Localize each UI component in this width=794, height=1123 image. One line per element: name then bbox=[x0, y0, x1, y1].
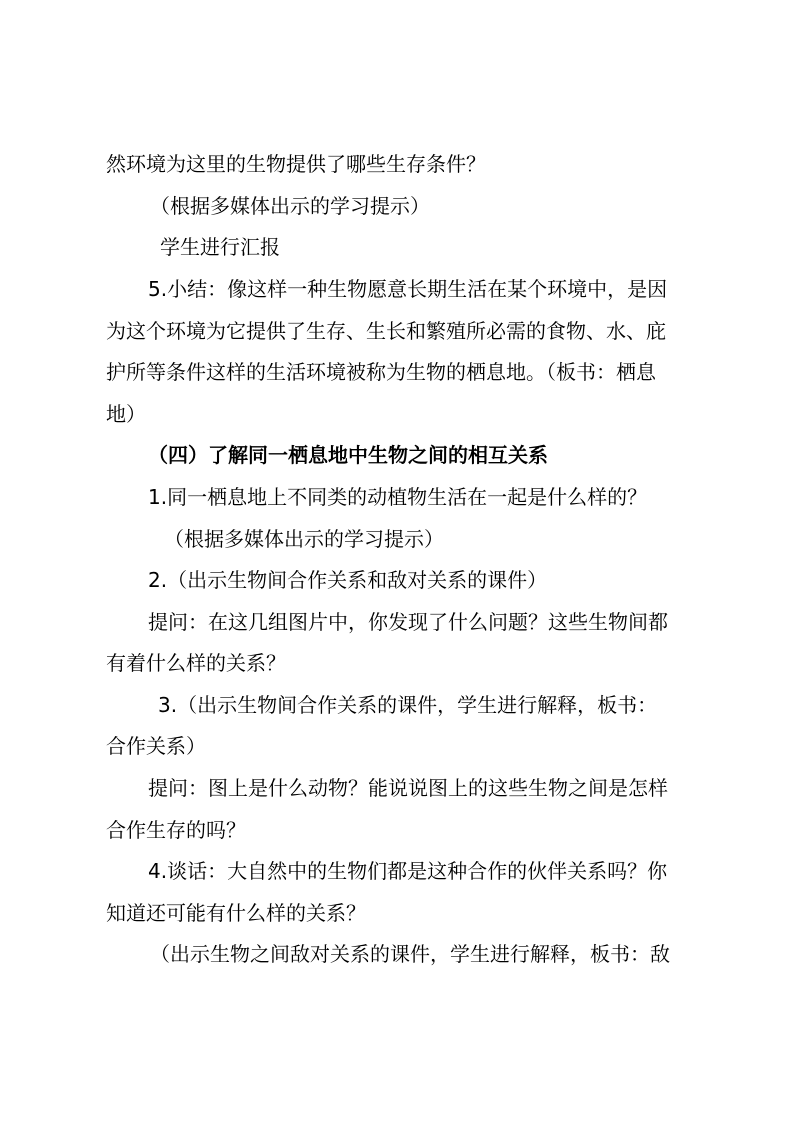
text-line: 护所等条件这样的生活环境被称为生物的栖息地。（板书：栖息 bbox=[106, 360, 656, 384]
text-line: 为这个环境为它提供了生存、生长和繁殖所必需的食物、水、庇 bbox=[106, 319, 666, 343]
text-line: 学生进行汇报 bbox=[160, 235, 280, 259]
text-line: 有着什么样的关系？ bbox=[106, 651, 286, 675]
text-line: 提问：图上是什么动物？能说说图上的这些生物之间是怎样 bbox=[148, 776, 668, 800]
text-line: 4.谈话：大自然中的生物们都是这种合作的伙伴关系吗？你 bbox=[148, 859, 668, 883]
text-line: 提问：在这几组图片中，你发现了什么问题？这些生物间都 bbox=[148, 610, 668, 634]
text-line: 3.（出示生物间合作关系的课件，学生进行解释，板书： bbox=[158, 693, 658, 717]
text-line: 合作关系） bbox=[106, 734, 206, 758]
text-line: 1.同一栖息地上不同类的动植物生活在一起是什么样的？ bbox=[148, 485, 648, 509]
text-line: 然环境为这里的生物提供了哪些生存条件？ bbox=[106, 152, 486, 176]
text-line: （根据多媒体出示的学习提示） bbox=[150, 194, 430, 218]
text-line: （出示生物之间敌对关系的课件，学生进行解释，板书：敌 bbox=[150, 942, 670, 966]
text-line: 2.（出示生物间合作关系和敌对关系的课件） bbox=[148, 568, 548, 592]
text-line: 5.小结：像这样一种生物愿意长期生活在某个环境中，是因 bbox=[148, 277, 668, 301]
section-heading: （四）了解同一栖息地中生物之间的相互关系 bbox=[148, 443, 548, 467]
text-line: 知道还可能有什么样的关系？ bbox=[106, 901, 366, 925]
text-line: （根据多媒体出示的学习提示） bbox=[164, 527, 444, 551]
text-line: 合作生存的吗？ bbox=[106, 818, 246, 842]
text-line: 地） bbox=[106, 402, 146, 426]
